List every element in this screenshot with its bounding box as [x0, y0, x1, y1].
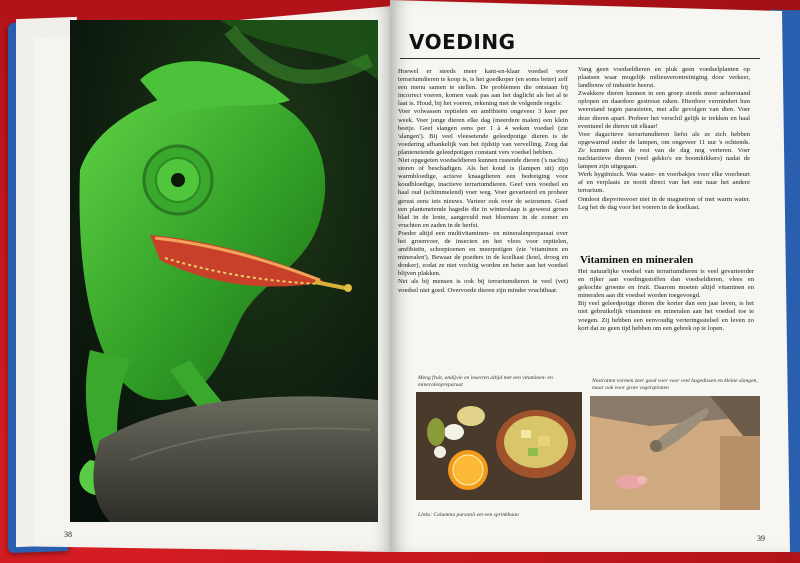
subheading: Vitaminen en mineralen [580, 254, 694, 266]
body-column-1: Hoewel er steeds meer kant-en-klaar voedsel voor terrariumdieren te koop is, is het goedkoper (en soms beter) zelf een menu samen te stellen. De problemen die ontstaan bij incorrect voeren, komen vaak pas aan het daglicht als het al te laat is. Houd, bij het voeren, rekening met de volgende regels: Voer volwassen reptielen en amfibieën ongeveer 3 keer per week. Voer jonge dieren elke dag (meerdere malen) een klein beetje. Geef slangen eens per 1 à 4 weken voedsel (zie 'slangen'). Bij veel vleesetende geleedpotige dieren is de voedering afhankelijk van het tijdstip van vervelling. Zorg dat plantenetende geleedpotigen constant vers voedsel hebben. Niet opgegeten voedseldieren kunnen rustende dieren ('s nachts) storen of beschadigen. Als het koud is (lampen uit) zijn warmbloedige, actieve knaagdieren een bedreiging voor koudbloedige, inactieve terrariumdieren. Geef vers voedsel en haal oud (schimmelend) voer weg. Voer gevarieerd en probeer gerust eens iets nieuws. Varieer ook over de seizoenen. Geef een plantenetende hagedis die in winterslaap is geweest groen blad in de lente, aangevuld met bloemen in de zomer en vruchten en zaden in de herfst. Poeder altijd een multivitaminen- en mineralenpreparaat over het groenvoer, de insecten en het vlees voor reptielen, amfibieën, schorpioenen en meerpotigen (zie 'vitaminen en mineralen'). Bewaar de poeders in de koelkast (koel, droog en donker), zodat ze niet vochtig worden en beter aan het voedsel blijven plakken. Net als bij mensen is ook bij terrariumdieren te veel (vet) voedsel niet goed. Overvoede dieren zijn minder vruchtbaar. [398, 68, 568, 294]
fruit-bowl-photo [416, 392, 582, 500]
title-rule [400, 58, 760, 59]
left-caption: Links: Calumma parsonii eet een sprinkhaan [418, 512, 519, 518]
gecko-mice-photo [590, 396, 760, 510]
mice-caption: Nestratten vormen zeer goed voer voor veel hagedissen en kleine slangen, maar ook voor grote vogelspinnen [592, 378, 758, 391]
body-column-2: Vang geen voedseldieren en pluk geen voedselplanten op plaatsen waar mogelijk milieuverontreiniging door verkeer, landbouw of industrie heerst. Zwakkere dieren kunnen in een groep steeds meer achterstand oplopen en daardoor gestresst raken. Hierdoor vermindert hun weerstand tegen parasieten, met alle gevolgen van dien. Voer deze dieren apart. Probeer het verschil gelijk te trekken en haal eventueel de dieren uit elkaar! Voer dagactieve terrariumdieren liefst als ze zich hebben opgewarmd onder de lampen, om ongeveer 11 uur 's ochtends. Ze kunnen dan de rest van de dag nog verteren. Voer nachtactieve dieren (veel gekko's en boomkikkers) nadat de lampen zijn uitgegaan. Werk hygiënisch. Was water- en voerbakjes voor elke voerbeurt af en verplaats ze nooit direct van het ene naar het andere terrarium. Ontdooi diepvriesvoer niet in de magnetron of met warm water. Leg het de dag voor het voeren in de koelkast. [578, 66, 750, 211]
page-number-left: 38 [64, 530, 72, 539]
page-number-right: 39 [757, 534, 765, 543]
fruit-illustration [416, 392, 582, 500]
fruit-caption: Meng fruit, andijvie en insecten altijd met een vitaminen- en mineralenpreparaat [418, 375, 553, 388]
chameleon-photo [70, 20, 378, 522]
gecko-illustration [590, 396, 760, 510]
chameleon-illustration [70, 20, 378, 522]
article-title: VOEDING [409, 30, 516, 54]
body-column-3: Het natuurlijke voedsel van terrariumdieren is veel gevarieerder en rijker aan voedingsstoffen dan voedseldieren, vlees en gekochte groente en fruit. Daarom moeten altijd vitaminen en mineralen aan dit voedsel worden toegevoegd. Bij veel geleedpotige dieren die korter dan een jaar leven, is het niet gebruikelijk vitaminen en mineralen aan het voedsel toe te voegen. Zij hebben een eenvoudig verteringsstelsel en leven zo kort dat ze geen tijd hebben om een gebrek op te lopen. [578, 268, 754, 332]
